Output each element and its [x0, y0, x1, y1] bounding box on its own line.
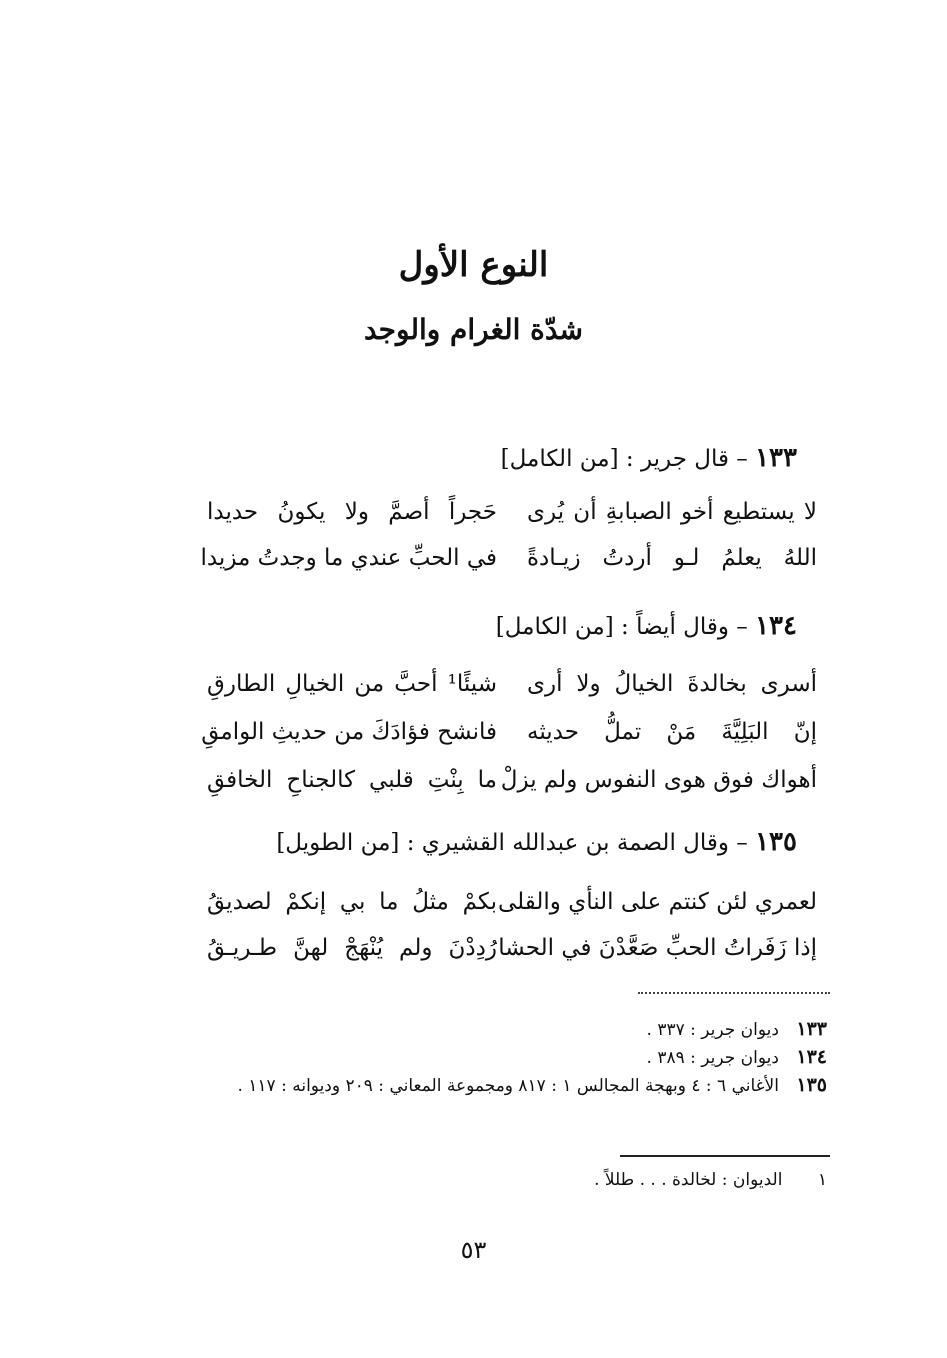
- verse-line: [207, 926, 817, 970]
- verse-line: [201, 710, 817, 754]
- footnote: [594, 1167, 827, 1193]
- reference-line: [647, 1016, 827, 1043]
- references-divider: [638, 992, 830, 994]
- verse-second-hemistich: شيئًا¹ أحبَّ من الخيالِ الطارقِ: [207, 671, 497, 697]
- reference-number: ١٣٣: [796, 1018, 827, 1040]
- verse-second-hemistich: رُدِدْنَ ولم يُنْهَجْ لهنَّ طـريـقُ: [207, 935, 497, 961]
- entry-header-text: – وقال الصمة بن عبدالله القشيري : [من الطويل]: [276, 830, 748, 856]
- verse-second-hemistich: فانشح فؤادَكَ من حديثِ الوامقِ: [201, 719, 497, 745]
- entry-header: [276, 824, 797, 861]
- reference-text: ديوان جرير : ٣٣٧ .: [646, 1020, 779, 1040]
- verse-first-hemistich: إنّ البَلِيَّةَ مَنْ تملُّ حديثه: [527, 719, 817, 745]
- verse-first-hemistich: لعمري لئن كنتم على النأي والقلى: [497, 889, 817, 915]
- verse-second-hemistich: في الحبِّ عندي ما وجدتُ مزيدا: [200, 545, 497, 571]
- reference-number: ١٣٤: [796, 1046, 827, 1068]
- entry-header: [496, 608, 797, 645]
- reference-text: الأغاني ٦ : ٤ وبهجة المجالس ١ : ٨١٧ ومجموعة المعاني : ٢٠٩ وديوانه : ١١٧ .: [237, 1076, 779, 1096]
- chapter-subtitle: شدّة الغرام والوجد: [363, 313, 583, 346]
- entry-number: ١٣٤: [755, 611, 797, 641]
- entry-number: ١٣٣: [755, 443, 797, 473]
- entry-header: [501, 440, 797, 477]
- reference-text: ديوان جرير : ٣٨٩ .: [646, 1048, 779, 1068]
- verse-line: [207, 662, 817, 706]
- footnote-divider: [620, 1155, 830, 1157]
- reference-line: [237, 1072, 827, 1099]
- verse-second-hemistich: حَجراً أصمَّ ولا يكونُ حديدا: [207, 499, 497, 525]
- chapter-title: النوع الأول: [398, 245, 549, 285]
- entry-header-text: – وقال أيضاً : [من الكامل]: [495, 614, 748, 640]
- page-number: ٥٣: [460, 1236, 487, 1264]
- verse-line: [207, 880, 817, 924]
- entry-header-text: – قال جرير : [من الكامل]: [500, 446, 748, 472]
- verse-first-hemistich: لا يستطيع أخو الصبابةِ أن يُرى: [527, 499, 817, 525]
- verse-second-hemistich: ما بِنْتِ قلبي كالجناحِ الخافقِ: [207, 767, 497, 793]
- verse-first-hemistich: إذا زَفَراتُ الحبِّ صَعَّدْنَ في الحشا: [498, 935, 817, 961]
- verse-first-hemistich: اللهُ يعلمُ لـو أردتُ زيـادةً: [527, 545, 817, 571]
- verse-line: [207, 490, 817, 534]
- footnote-text: الديوان : لخالدة . . . طللاً .: [594, 1170, 783, 1190]
- verse-second-hemistich: بكمْ مثلُ ما بي إنكمْ لصديقُ: [207, 889, 497, 915]
- reference-line: [647, 1044, 827, 1071]
- verse-first-hemistich: أسرى بخالدةَ الخيالُ ولا أرى: [527, 671, 817, 697]
- footnote-number: ١: [817, 1170, 827, 1190]
- verse-first-hemistich: أهواك فوق هوى النفوس ولم يزلْ: [500, 767, 817, 793]
- reference-number: ١٣٥: [796, 1074, 827, 1096]
- verse-line: [207, 758, 817, 802]
- entry-number: ١٣٥: [755, 827, 797, 857]
- verse-line: [200, 536, 817, 580]
